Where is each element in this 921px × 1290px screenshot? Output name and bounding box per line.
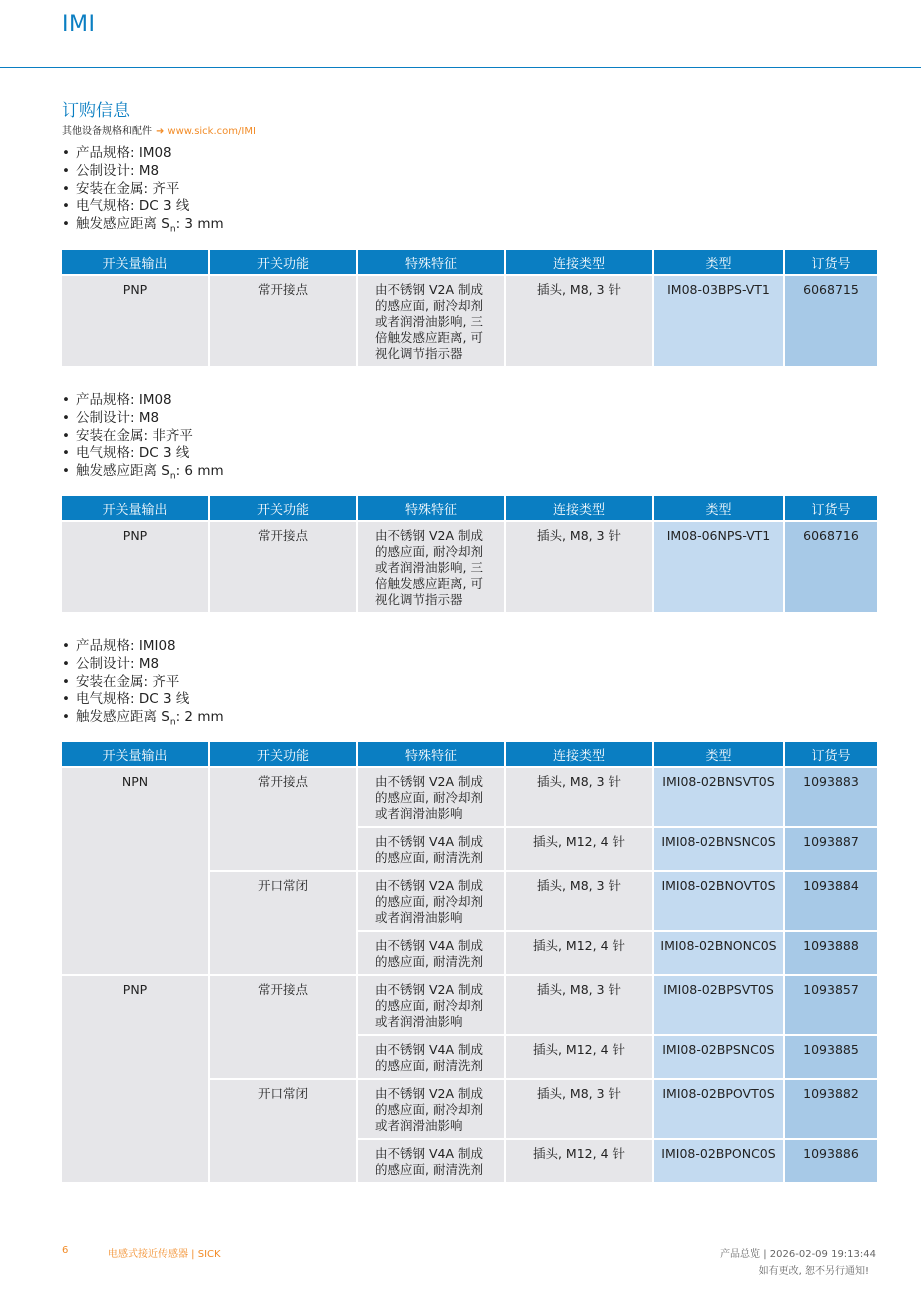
footer-timestamp: 产品总览 | 2026-02-09 19:13:44	[720, 1249, 876, 1260]
spec-item: • 公制设计: M8	[62, 410, 875, 428]
cell-feature: 由不锈钢 V2A 制成的感应面, 耐冷却剂或者润滑油影响	[358, 768, 504, 826]
cell-feature: 由不锈钢 V2A 制成的感应面, 耐冷却剂或者润滑油影响	[358, 1080, 504, 1138]
spec-item-range: • 触发感应距离 $S_n$: 2 mm	[62, 709, 875, 732]
spec-item: • 产品规格: IMI08	[62, 638, 875, 656]
cell-function: 常开接点	[210, 768, 356, 870]
col-header-order: 订货号	[785, 250, 877, 274]
cell-feature: 由不锈钢 V2A 制成的感应面, 耐冷却剂或者润滑油影响	[358, 872, 504, 930]
header-rule	[0, 67, 921, 68]
spec-item: • 公制设计: M8	[62, 163, 875, 181]
cell-connection: 插头, M8, 3 针	[506, 768, 652, 826]
spec-item: • 安装在金属: 齐平	[62, 181, 875, 199]
table-row	[62, 522, 877, 612]
col-header-order: 订货号	[785, 742, 877, 766]
cell-function: 常开接点	[210, 276, 356, 366]
spec-item: • 公制设计: M8	[62, 656, 875, 674]
cell-order: 1093884	[785, 872, 877, 930]
cell-feature: 由不锈钢 V4A 制成的感应面, 耐清洗剂	[358, 932, 504, 974]
sick-link[interactable]: www.sick.com/IMI	[167, 126, 256, 137]
cell-type: IMI08-02BNSVT0S	[654, 768, 783, 826]
col-header-connection: 连接类型	[506, 250, 652, 274]
cell-output: NPN	[62, 768, 208, 974]
cell-connection: 插头, M8, 3 针	[506, 276, 652, 366]
cell-type: IM08-03BPS-VT1	[654, 276, 783, 366]
page-number: 6	[62, 1245, 69, 1256]
section-title: 订购信息	[62, 101, 130, 121]
col-header-type: 类型	[654, 250, 783, 274]
cell-type: IMI08-02BNSNC0S	[654, 828, 783, 870]
cell-function: 常开接点	[210, 976, 356, 1078]
spec-item: • 安装在金属: 齐平	[62, 674, 875, 692]
col-header-type: 类型	[654, 742, 783, 766]
cell-connection: 插头, M12, 4 针	[506, 1036, 652, 1078]
spec-list-1	[62, 145, 875, 240]
spec-item: • 电气规格: DC 3 线	[62, 691, 875, 709]
col-header-connection: 连接类型	[506, 742, 652, 766]
cell-connection: 插头, M8, 3 针	[506, 522, 652, 612]
cell-type: IMI08-02BNOVT0S	[654, 872, 783, 930]
cell-feature: 由不锈钢 V2A 制成的感应面, 耐冷却剂或者润滑油影响	[358, 976, 504, 1034]
cell-output: PNP	[62, 976, 208, 1182]
footer-title: 电感式接近传感器 | SICK	[108, 1249, 221, 1260]
col-header-function: 开关功能	[210, 250, 356, 274]
cell-type: IMI08-02BNONC0S	[654, 932, 783, 974]
cell-order: 1093882	[785, 1080, 877, 1138]
product-table-1	[62, 248, 875, 368]
spec-item: • 安装在金属: 非齐平	[62, 428, 875, 446]
product-table-3	[62, 740, 875, 1184]
col-header-output: 开关量输出	[62, 496, 208, 520]
col-header-connection: 连接类型	[506, 496, 652, 520]
cell-function: 开口常闭	[210, 1080, 356, 1182]
cell-connection: 插头, M12, 4 针	[506, 1140, 652, 1182]
cell-function: 开口常闭	[210, 872, 356, 974]
footer-disclaimer: 如有更改, 恕不另行通知!	[758, 1266, 869, 1277]
cell-order: 1093883	[785, 768, 877, 826]
cell-output: PNP	[62, 522, 208, 612]
cell-type: IMI08-02BPSVT0S	[654, 976, 783, 1034]
cell-order: 1093886	[785, 1140, 877, 1182]
col-header-type: 类型	[654, 496, 783, 520]
table-row	[62, 768, 877, 826]
cell-order: 6068715	[785, 276, 877, 366]
col-header-order: 订货号	[785, 496, 877, 520]
cell-connection: 插头, M8, 3 针	[506, 976, 652, 1034]
cell-connection: 插头, M12, 4 针	[506, 828, 652, 870]
cell-order: 1093887	[785, 828, 877, 870]
cell-order: 6068716	[785, 522, 877, 612]
spec-item: • 电气规格: DC 3 线	[62, 445, 875, 463]
cell-feature: 由不锈钢 V4A 制成的感应面, 耐清洗剂	[358, 1036, 504, 1078]
cell-order: 1093885	[785, 1036, 877, 1078]
col-header-function: 开关功能	[210, 496, 356, 520]
cell-order: 1093857	[785, 976, 877, 1034]
spec-item: • 产品规格: IM08	[62, 145, 875, 163]
col-header-feature: 特殊特征	[358, 742, 504, 766]
cell-feature: 由不锈钢 V4A 制成的感应面, 耐清洗剂	[358, 828, 504, 870]
accessories-line	[62, 122, 256, 137]
brand-title: IMI	[62, 12, 96, 37]
cell-feature: 由不锈钢 V2A 制成的感应面, 耐冷却剂或者润滑油影响, 三倍触发感应距离, 可视化调节指示器	[358, 522, 504, 612]
cell-order: 1093888	[785, 932, 877, 974]
spec-item: • 电气规格: DC 3 线	[62, 198, 875, 216]
accessories-text: 其他设备规格和配件	[62, 126, 152, 137]
col-header-function: 开关功能	[210, 742, 356, 766]
product-table-2	[62, 494, 875, 614]
spec-list-3	[62, 638, 875, 733]
cell-type: IMI08-02BPSNC0S	[654, 1036, 783, 1078]
cell-output: PNP	[62, 276, 208, 366]
cell-type: IMI08-02BPONC0S	[654, 1140, 783, 1182]
cell-type: IMI08-02BPOVT0S	[654, 1080, 783, 1138]
col-header-output: 开关量输出	[62, 250, 208, 274]
cell-connection: 插头, M8, 3 针	[506, 1080, 652, 1138]
spec-list-2	[62, 392, 875, 487]
cell-connection: 插头, M12, 4 针	[506, 932, 652, 974]
cell-function: 常开接点	[210, 522, 356, 612]
col-header-feature: 特殊特征	[358, 496, 504, 520]
cell-type: IM08-06NPS-VT1	[654, 522, 783, 612]
spec-item-range: • 触发感应距离 $S_n$: 6 mm	[62, 463, 875, 486]
cell-feature: 由不锈钢 V4A 制成的感应面, 耐清洗剂	[358, 1140, 504, 1182]
spec-item-range: • 触发感应距离 $S_n$: 3 mm	[62, 216, 875, 239]
table-row	[62, 976, 877, 1034]
cell-connection: 插头, M8, 3 针	[506, 872, 652, 930]
spec-item: • 产品规格: IM08	[62, 392, 875, 410]
arrow-right-icon: ➜	[156, 126, 165, 137]
col-header-feature: 特殊特征	[358, 250, 504, 274]
table-row	[62, 276, 877, 366]
cell-feature: 由不锈钢 V2A 制成的感应面, 耐冷却剂或者润滑油影响, 三倍触发感应距离, 可视化调节指示器	[358, 276, 504, 366]
col-header-output: 开关量输出	[62, 742, 208, 766]
